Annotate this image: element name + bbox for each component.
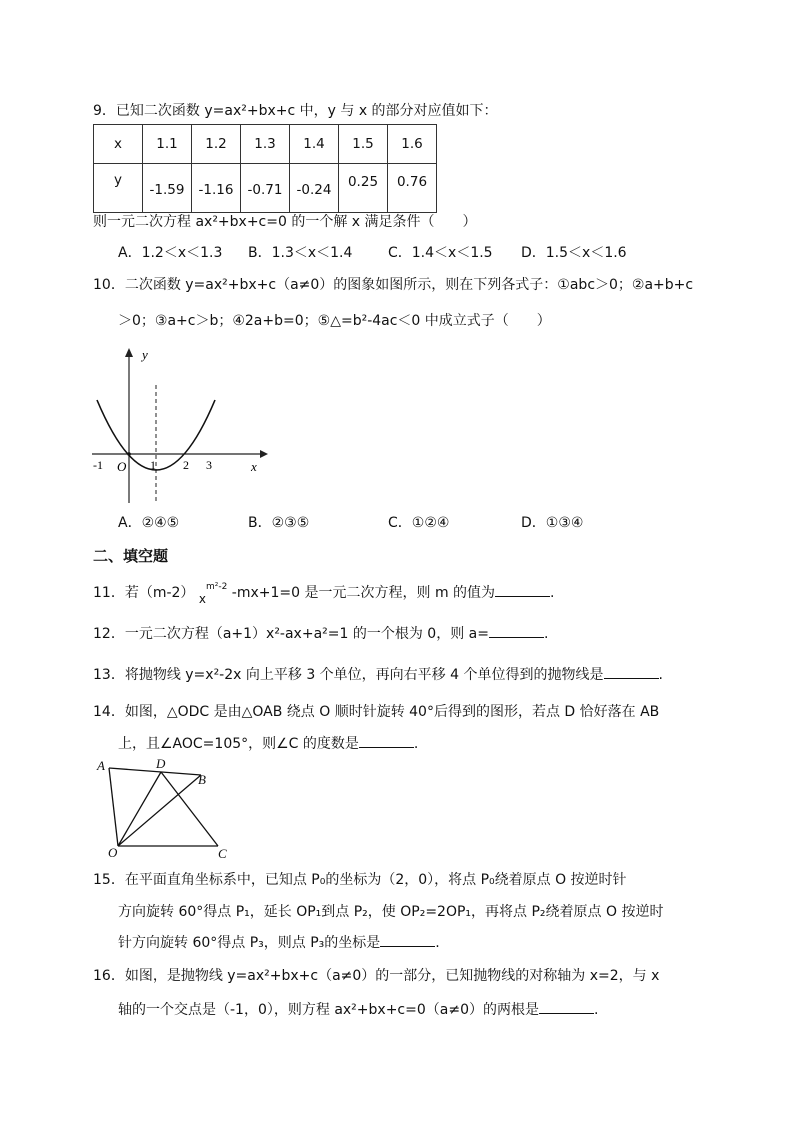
q14-line2-wrap: [118, 733, 418, 754]
section-title: 二、填空题: [93, 547, 169, 565]
q14-rotation-figure: [94, 758, 244, 860]
q12-text: [93, 623, 548, 644]
point-a-label: A: [97, 758, 105, 773]
q11-answer-blank[interactable]: [495, 582, 550, 597]
table-cell: 1.6: [388, 125, 437, 164]
q16-end: .: [593, 1002, 599, 1018]
q9-question: 则一元二次方程 ax²+bx+c=0 的一个解 x 满足条件（ ）: [93, 214, 477, 230]
q11-exponent: m²-2: [205, 582, 228, 592]
q15-line3: 针方向旋转 60°得点 P₃，则点 P₃的坐标是: [118, 935, 381, 951]
q11-post: -mx+1=0 是一元二次方程，则 m 的值为: [231, 585, 496, 601]
point-c-label: C: [218, 846, 227, 860]
table-header-y: y: [94, 164, 143, 213]
table-cell: 1.3: [241, 125, 290, 164]
origin-point: [127, 452, 131, 456]
tick-label: 2: [183, 458, 189, 472]
q10-option-a: A．②④⑤: [118, 515, 180, 531]
tick-label: 3: [206, 458, 212, 472]
table-cell: 0.76: [388, 164, 437, 213]
q9-stem: 9．已知二次函数 y=ax²+bx+c 中，y 与 x 的部分对应值如下：: [93, 103, 498, 119]
table-header-x: x: [94, 125, 143, 164]
table-cell: 1.2: [192, 125, 241, 164]
q16-line2-wrap: [118, 999, 598, 1020]
table-cell: -1.16: [192, 164, 241, 213]
q14-line2: 上，且∠AOC=105°，则∠C 的度数是: [118, 736, 359, 752]
q14-line1: 14．如图，△ODC 是由△OAB 绕点 O 顺时针旋转 40°后得到的图形，若点 D 恰好落在 AB: [93, 704, 660, 720]
point-b-label: B: [198, 772, 206, 787]
q13-answer-blank[interactable]: [604, 664, 659, 679]
q9-option-a: A．1.2＜x＜1.3: [118, 245, 223, 261]
x-axis-label: x: [251, 459, 257, 474]
q12-stem: 12．一元二次方程（a+1）x²-ax+a²=1 的一个根为 0，则 a=: [93, 626, 489, 642]
table-cell: -0.24: [290, 164, 339, 213]
q12-answer-blank[interactable]: [489, 623, 544, 638]
q10-line1: 10．二次函数 y=ax²+bx+c（a≠0）的图象如图所示，则在下列各式子：①abc＞0；②a+b+c: [93, 277, 694, 293]
point-d-label: D: [156, 758, 166, 771]
q15-line3-wrap: [118, 932, 440, 953]
q11-base: x: [198, 592, 206, 606]
y-axis-arrow: [125, 348, 133, 357]
q9-option-b: B．1.3＜x＜1.4: [248, 245, 353, 261]
q13-end: .: [658, 667, 663, 683]
q10-parabola-graph: [88, 345, 268, 505]
segment-dc: [161, 772, 218, 846]
table-cell: -0.71: [241, 164, 290, 213]
q16-answer-blank[interactable]: [539, 999, 594, 1014]
q10-option-c: C．①②④: [388, 515, 450, 531]
q15-line2: 方向旋转 60°得点 P₁，延长 OP₁到点 P₂，使 OP₂=2OP₁，再将点 P₂绕着原点 O 按逆时: [118, 904, 664, 920]
q16-line2: 轴的一个交点是（-1，0），则方程 ax²+bx+c=0（a≠0）的两根是: [118, 1002, 539, 1018]
q14-end: .: [413, 736, 419, 752]
q14-answer-blank[interactable]: [359, 733, 414, 748]
y-axis-label: y: [142, 347, 148, 362]
table-cell: -1.59: [143, 164, 192, 213]
q13-stem: 13．将抛物线 y=x²-2x 向上平移 3 个单位，再向右平移 4 个单位得到的抛物线是: [93, 667, 604, 683]
q9-option-d: D．1.5＜x＜1.6: [521, 245, 627, 261]
tick-label: 1: [150, 458, 156, 472]
q10-line2: ＞0；③a+c＞b；④2a+b=0；⑤△=b²-4ac＜0 中成立式子（ ）: [118, 313, 551, 329]
q13-text: [93, 664, 663, 685]
table-row-y: [94, 164, 437, 213]
q10-option-b: B．②③⑤: [248, 515, 310, 531]
q9-value-table: [93, 124, 437, 213]
q12-end: .: [543, 626, 549, 642]
q16-line1: 16．如图，是抛物线 y=ax²+bx+c（a≠0）的一部分，已知抛物线的对称轴为 x=2，与 x: [93, 968, 660, 984]
q11-text: [93, 582, 555, 605]
origin-label: O: [117, 459, 127, 474]
q11-pre: 11．若（m-2）: [93, 585, 195, 601]
x-axis-arrow: [260, 450, 268, 458]
q11-end: .: [550, 585, 555, 601]
table-cell: 1.1: [143, 125, 192, 164]
q10-option-d: D．①③④: [521, 515, 584, 531]
table-cell: 1.4: [290, 125, 339, 164]
q9-option-c: C．1.4＜x＜1.5: [388, 245, 493, 261]
q15-end: .: [435, 935, 440, 951]
segment-oa: [109, 768, 118, 846]
point-o-label: O: [108, 845, 118, 860]
segment-ab: [109, 768, 201, 775]
tick-label: -1: [93, 458, 103, 472]
segment-od: [118, 772, 161, 846]
segment-ob: [118, 775, 201, 846]
q15-answer-blank[interactable]: [380, 932, 435, 947]
table-row-x: [94, 125, 437, 164]
table-cell: 0.25: [339, 164, 388, 213]
q15-line1: 15．在平面直角坐标系中，已知点 P₀的坐标为（2，0），将点 P₀绕着原点 O 按逆时针: [93, 872, 627, 888]
table-cell: 1.5: [339, 125, 388, 164]
